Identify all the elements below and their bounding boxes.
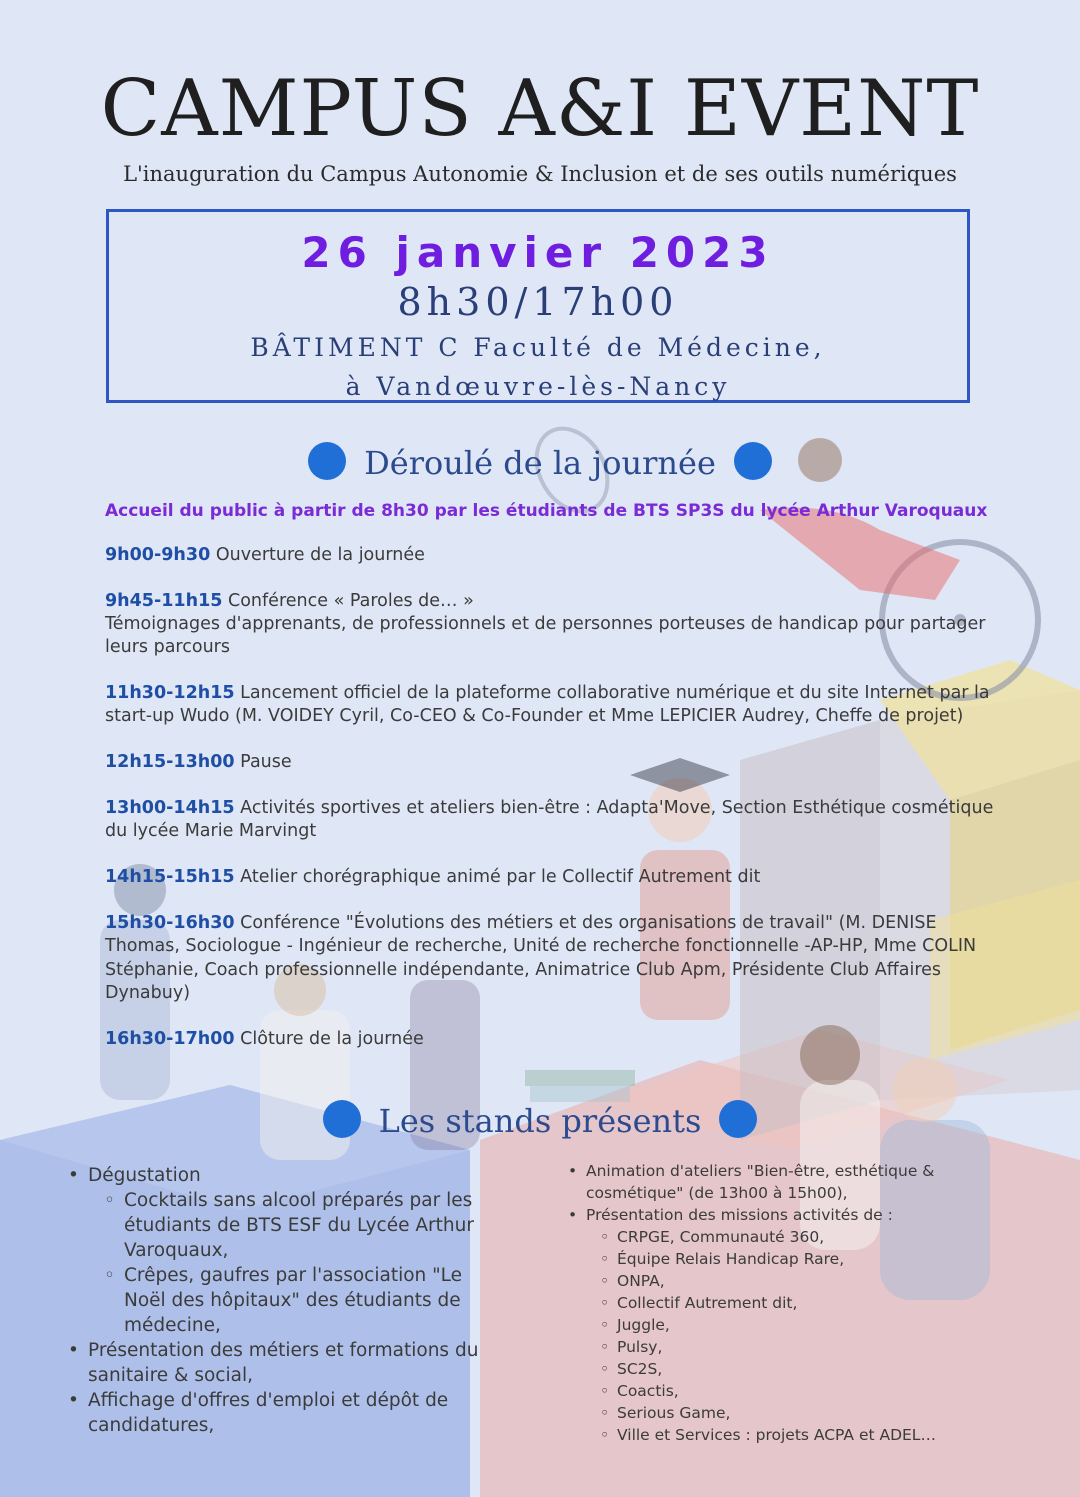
event-subtitle: L'inauguration du Campus Autonomie & Inclusion et de ses outils numériques (123, 162, 957, 186)
organization-item: ◦ Juggle, (568, 1314, 968, 1336)
blue-dot-icon (323, 1100, 361, 1138)
stand-item: • Dégustation (68, 1163, 488, 1188)
program-text: Ouverture de la journée (215, 545, 425, 565)
program-item (105, 751, 1005, 774)
program-item (105, 590, 1005, 660)
organization-item: ◦ Équipe Relais Handicap Rare, (568, 1248, 968, 1270)
event-date: 26 janvier 2023 (301, 228, 775, 277)
program-text: Lancement officiel de la plateforme collaborative numérique et du site Internet par la start-up Wudo (M. VOIDEY Cyril, Co-CEO & Co-Founder et Mme LEPICIER Audrey, Cheffe de projet) (105, 683, 990, 727)
program-time: 16h30-17h00 (105, 1028, 235, 1049)
stands-heading (0, 1100, 1080, 1140)
stand-item: • Présentation des métiers et formations du sanitaire & social, (68, 1338, 488, 1388)
event-hours: 8h30/17h00 (397, 280, 679, 324)
event-place (109, 328, 967, 406)
program-item (105, 866, 1005, 889)
organization-item: ◦ Collectif Autrement dit, (568, 1292, 968, 1314)
program-list (105, 544, 1005, 1073)
event-place-line2: à Vandœuvre-lès-Nancy (345, 372, 731, 401)
organization-item: ◦ Coactis, (568, 1380, 968, 1402)
stand-item: • Présentation des missions activités de : (568, 1204, 968, 1226)
stand-item: • Animation d'ateliers "Bien-être, esthétique & cosmétique" (de 13h00 à 15h00), (568, 1160, 968, 1204)
event-title: CAMPUS A&I EVENT (100, 64, 980, 154)
program-item (105, 1028, 1005, 1051)
stands-right-column (568, 1160, 968, 1446)
organization-item: ◦ Serious Game, (568, 1402, 968, 1424)
stand-subitem: ◦ Crêpes, gaufres par l'association "Le Noël des hôpitaux" des étudiants de médecine, (68, 1263, 488, 1338)
blue-dot-icon (308, 442, 346, 480)
program-heading (0, 442, 1080, 482)
stands-heading-text: Les stands présents (378, 1102, 702, 1140)
program-text: Clôture de la journée (240, 1028, 424, 1049)
welcome-line: Accueil du public à partir de 8h30 par les étudiants de BTS SP3S du lycée Arthur Varoquaux (105, 501, 988, 521)
event-info-box (106, 209, 970, 403)
program-item (105, 544, 1005, 567)
program-item (105, 912, 1005, 1005)
organization-item: ◦ CRPGE, Communauté 360, (568, 1226, 968, 1248)
blue-dot-icon (719, 1100, 757, 1138)
program-time: 11h30-12h15 (105, 683, 235, 704)
program-text: Conférence "Évolutions des métiers et des organisations de travail" (M. DENISE Thomas, Sociologue - Ingénieur de recherche, Unité de recherche fonctionnelle -AP-HP, Mme COLIN Stéphanie, Coach professionnelle indépendante, Animatrice Club Apm, Présidente Club Affaires Dynabuy) (105, 912, 977, 1003)
program-item (105, 682, 1005, 729)
program-text: Activités sportives et ateliers bien-être : Adapta'Move, Section Esthétique cosmétique du lycée Marie Marvingt (105, 798, 994, 842)
program-time: 14h15-15h15 (105, 867, 235, 888)
program-time: 9h45-11h15 (105, 590, 223, 611)
program-detail: Témoignages d'apprenants, de professionnels et de personnes porteuses de handicap pour partager leurs parcours (105, 614, 986, 658)
program-item (105, 797, 1005, 844)
program-time: 15h30-16h30 (105, 912, 235, 933)
organization-item: ◦ Pulsy, (568, 1336, 968, 1358)
program-heading-text: Déroulé de la journée (364, 444, 716, 482)
program-time: 9h00-9h30 (105, 545, 211, 565)
stands-left-column (68, 1163, 488, 1438)
program-time: 13h00-14h15 (105, 798, 235, 819)
program-text: Conférence « Paroles de… » (228, 590, 474, 611)
program-text: Atelier chorégraphique animé par le Collectif Autrement dit (240, 867, 761, 888)
program-time: 12h15-13h00 (105, 752, 235, 773)
organization-item: ◦ Ville et Services : projets ACPA et ADEL… (568, 1424, 968, 1446)
program-text: Pause (240, 752, 292, 773)
organization-item: ◦ SC2S, (568, 1358, 968, 1380)
event-place-line1: BÂTIMENT C Faculté de Médecine, (250, 333, 826, 362)
stand-item: • Affichage d'offres d'emploi et dépôt de candidatures, (68, 1388, 488, 1438)
blue-dot-icon (734, 442, 772, 480)
organization-item: ◦ ONPA, (568, 1270, 968, 1292)
stand-subitem: ◦ Cocktails sans alcool préparés par les étudiants de BTS ESF du Lycée Arthur Varoquaux, (68, 1188, 488, 1263)
